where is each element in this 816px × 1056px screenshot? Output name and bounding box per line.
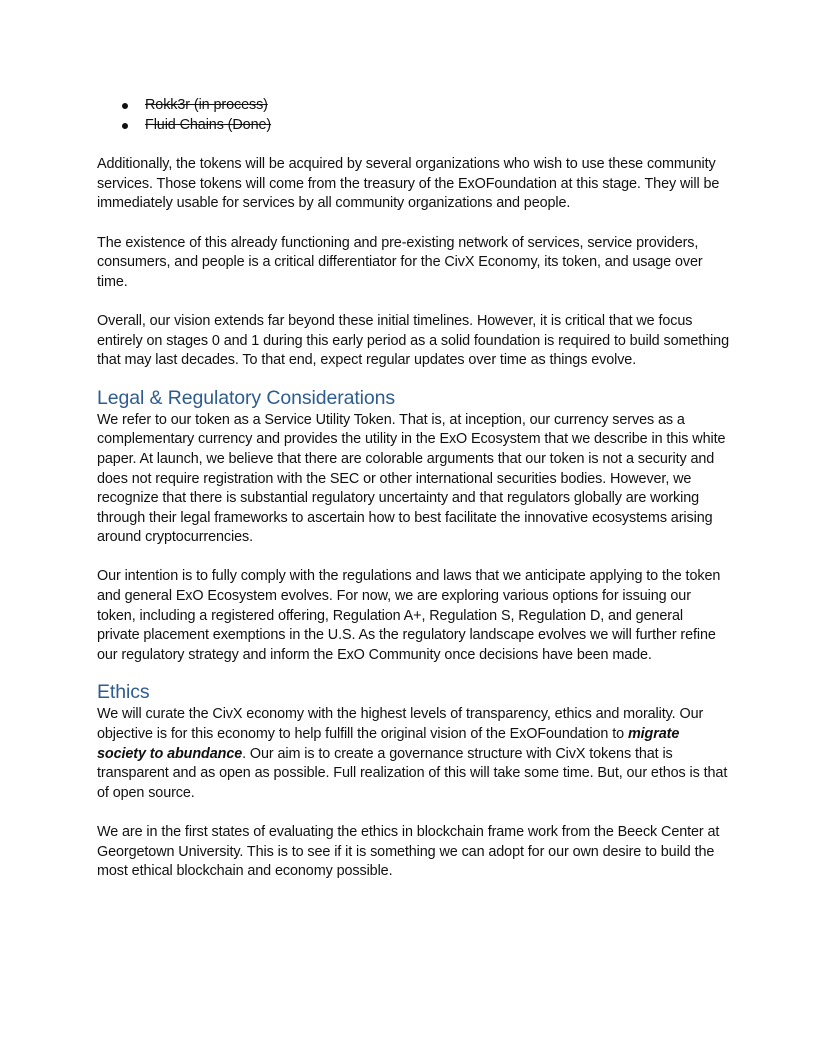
list-item: [97, 116, 729, 136]
ethics-text: . Our aim is to create a governance structure with CivX tokens that is transparent and as open as possible. Full realization of this will take some time. But, our ethos is that of open source.: [97, 745, 728, 801]
body-paragraph: [97, 705, 729, 803]
body-paragraph: We refer to our token as a Service Utility Token. That is, at inception, our currency serves as a complementary currency and provides the utility in the ExO Ecosystem that we describe in this white paper. At launch, we believe that there are colorable arguments that our token is not a security and does not require registration with the SEC or other international securities bodies. However, we recognize that there is substantial regulatory uncertainty and that regulators globally are working through their legal frameworks to ascertain how to best facilitate the innovative ecosystems arising around cryptocurrencies.: [97, 411, 726, 546]
list-item-text: Fluid Chains (Done): [145, 116, 272, 133]
ethics-text: We will curate the CivX economy with the highest levels of transparency, ethics and morality. Our objective is for this economy to help fulfill the original vision of the ExOFoundation to: [97, 706, 704, 743]
body-paragraph: Additionally, the tokens will be acquired by several organizations who wish to use these community services. Those tokens will come from the treasury of the ExOFoundation at this stage. They will be immediately usable for services by all community organizations and people.: [97, 156, 720, 212]
body-paragraph: Overall, our vision extends far beyond these initial timelines. However, it is critical that we focus entirely on stages 0 and 1 during this early period as a solid foundation is required to build something that may last decades. To that end, expect regular updates over time as things evolve.: [97, 312, 729, 369]
body-paragraph: The existence of this already functioning and pre-existing network of services, service providers, consumers, and people is a critical differentiator for the CivX Economy, its token, and usage over time.: [97, 234, 703, 290]
body-paragraph: Our intention is to fully comply with the regulations and laws that we anticipate applying to the token and general ExO Ecosystem evolves. For now, we are exploring various options for issuing our token, including a registered offering, Regulation A+, Regulation S, Regulation D, and general private placement exemptions in the U.S. As the regulatory landscape evolves we will further refine our regulatory strategy and inform the ExO Community once decisions have been made.: [97, 568, 721, 663]
bullet-icon: [122, 123, 128, 129]
list-item: [97, 96, 729, 116]
list-item-text: Rokk3r (in process): [145, 97, 268, 113]
body-paragraph: We are in the first states of evaluating the ethics in blockchain frame work from the Beeck Center at Georgetown University. This is to see if it is something we can adopt for our own desire to build the most ethical blockchain and economy possible.: [97, 824, 720, 880]
section-heading-legal: Legal & Regulatory Considerations: [97, 386, 396, 409]
ethics-emphasis: migrate society to abundance: [97, 726, 680, 762]
bullet-icon: [122, 103, 128, 109]
document-page: [97, 96, 729, 901]
partner-list: [97, 96, 729, 135]
section-heading-ethics: Ethics: [97, 681, 150, 704]
